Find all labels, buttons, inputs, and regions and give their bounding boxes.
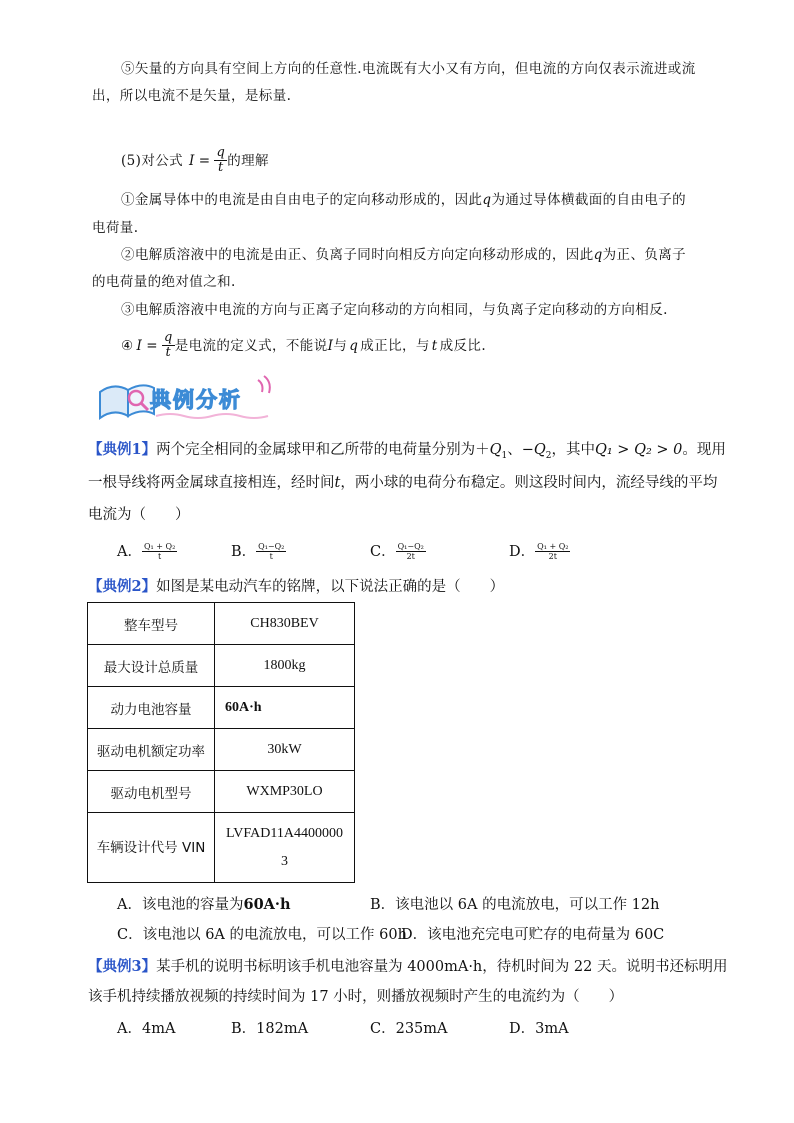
paragraph-2b: 的电荷量的绝对值之和. (92, 274, 236, 290)
vin-line-1: LVFAD11A4400000 (226, 825, 343, 841)
option-den: 2t (406, 552, 415, 561)
paragraph-1a (121, 193, 686, 207)
paragraph-2a (121, 248, 686, 262)
option-a-text: A．该电池的容量为 (117, 897, 244, 913)
formula-lhs-2: I (136, 337, 143, 354)
table-key: 车辆设计代号 VIN (88, 813, 215, 883)
formula-numerator: q (216, 145, 226, 160)
ex1-line2 (88, 475, 717, 491)
option-label: D． (509, 543, 536, 560)
paragraph-vector-2: 出，所以电流不是矢量，是标量. (92, 88, 292, 104)
ex1-line2-text: 一根导线将两金属球直接相连，经时间 (88, 475, 335, 491)
ex1-option-b[interactable] (231, 542, 286, 561)
formula-heading: (5)对公式 I = $\frac{q}{t}$ 的理解 (121, 145, 269, 175)
table-key: 驱动电机型号 (88, 771, 215, 813)
ex2-option-b[interactable]: B．该电池以 6A 的电流放电，可以工作 12h (370, 897, 660, 913)
paragraph-1a-text: ①金属导体中的电流是由自由电子的定向移动形成的，因此 (121, 192, 483, 208)
formula-denominator-2: t (165, 345, 172, 360)
paragraph-4-text-3: 成反比. (439, 337, 487, 354)
ex1-text-c: 。现用 (682, 442, 726, 458)
symbol-i: I (327, 337, 334, 354)
symbol-q: q (593, 247, 603, 263)
symbol-q: q (482, 192, 492, 208)
table-value: WXMP30LO (215, 771, 355, 813)
table-key: 整车型号 (88, 603, 215, 645)
table-value: 60A·h (215, 687, 355, 729)
table-key: 最大设计总质量 (88, 645, 215, 687)
ex2-tag: 【典例2】 (88, 578, 157, 595)
table-key: 驱动电机额定功率 (88, 729, 215, 771)
table-value: 1800kg (215, 645, 355, 687)
option-num: Q₁−Q₂ (258, 542, 285, 551)
table-row (88, 771, 355, 813)
ex3-option-d[interactable]: D．3mA (509, 1021, 569, 1037)
ex3-line2: 该手机持续播放视频的持续时间为 17 小时，则播放视频时产生的电流约为（ ） (88, 989, 624, 1005)
option-fraction (396, 542, 426, 561)
ex3-option-c[interactable]: C．235mA (370, 1021, 448, 1037)
paragraph-2a-tail: 为正、负离子 (602, 247, 687, 263)
paragraph-vector-1: ⑤矢量的方向具有空间上方向的任意性.电流既有大小又有方向，但电流的方向仅表示流进或流 (121, 61, 696, 77)
paragraph-1b: 电荷量. (92, 220, 139, 236)
table-row (88, 687, 355, 729)
option-label: C． (370, 543, 396, 560)
formula-numerator-2: q (163, 330, 173, 345)
ex1-tag: 【典例1】 (88, 441, 157, 458)
ex1-text-b: ，其中 (551, 442, 595, 458)
symbol-q: q (349, 337, 359, 354)
symbol-q2-sub: 2 (545, 450, 552, 461)
table-row (88, 645, 355, 687)
paragraph-4-prefix: ④ (121, 337, 134, 354)
ex1-option-c[interactable] (370, 542, 426, 561)
formula-heading-prefix: (5)对公式 (121, 152, 184, 169)
section-banner (92, 374, 282, 422)
option-num: Q₁ + Q₂ (537, 542, 569, 551)
ex1-line3: 电流为（ ） (88, 507, 190, 523)
table-row (88, 729, 355, 771)
option-den: t (158, 552, 162, 561)
symbol-q1: Q (489, 442, 502, 458)
option-label: A． (117, 543, 142, 560)
paragraph-4-and: 与 (333, 337, 348, 354)
table-row (88, 603, 355, 645)
paragraph-4-text-2: 成正比，与 (360, 337, 430, 354)
ex1-mid: 、− (507, 442, 534, 458)
paragraph-1a-tail: 为通过导体横截面的自由电子的 (491, 192, 687, 208)
ex1-line1 (88, 442, 726, 464)
vin-line-2: 3 (281, 853, 288, 869)
ex1-line2-tail: ，两小球的电荷分布稳定。则这段时间内，流经导线的平均 (340, 475, 718, 491)
table-value-vin (215, 813, 355, 883)
option-label: B． (231, 543, 257, 560)
formula-lhs: I (189, 152, 195, 169)
ex3-line1 (88, 959, 727, 975)
ex1-option-a[interactable] (117, 542, 177, 561)
ex1-comparison: Q₁ > Q₂ > 0 (595, 442, 683, 458)
ex1-option-d[interactable] (509, 542, 570, 561)
paragraph-3: ③电解质溶液中电流的方向与正离子定向移动的方向相同，与负离子定向移动的方向相反. (121, 302, 668, 318)
banner-title: 典例分析 (150, 388, 242, 412)
formula-heading-suffix: 的理解 (227, 152, 269, 169)
formula-fraction (214, 146, 227, 175)
symbol-q1-sub: 1 (501, 450, 508, 461)
symbol-t: t (431, 337, 438, 354)
ex2-question (88, 579, 504, 595)
ex2-option-a[interactable] (117, 897, 291, 913)
formula-denominator: t (218, 160, 224, 175)
option-num: Q₁−Q₂ (397, 542, 424, 551)
ex1-text-a: 两个完全相同的金属球甲和乙所带的电荷量分别为＋ (156, 442, 490, 458)
option-num: Q₁ + Q₂ (143, 542, 176, 551)
option-fraction (535, 542, 570, 561)
ex2-option-c[interactable]: C．该电池以 6A 的电流放电，可以工作 60h (117, 927, 407, 943)
spec-table (87, 602, 355, 883)
table-key: 动力电池容量 (88, 687, 215, 729)
ex3-tag: 【典例3】 (88, 958, 157, 975)
symbol-t: t (334, 475, 341, 491)
option-a-value: 60A·h (243, 896, 291, 913)
table-row (88, 813, 355, 883)
table-value: 30kW (215, 729, 355, 771)
paragraph-2a-text: ②电解质溶液中的电流是由正、负离子同时向相反方向定向移动形成的，因此 (121, 247, 594, 263)
table-value: CH830BEV (215, 603, 355, 645)
option-den: 2t (548, 552, 557, 561)
paragraph-4-text: 是电流的定义式，不能说 (174, 337, 328, 354)
ex2-option-d[interactable]: D．该电池充完电可贮存的电荷量为 60C (401, 927, 665, 943)
ex3-option-a[interactable]: A．4mA (117, 1021, 176, 1037)
option-fraction (256, 542, 286, 561)
symbol-q2: Q (533, 442, 546, 458)
ex2-text: 如图是某电动汽车的铭牌，以下说法正确的是（ ） (156, 579, 505, 595)
ex3-line1-text: 某手机的说明书标明该手机电池容量为 4000mA·h，待机时间为 22 天。说明书还标明用 (156, 959, 728, 975)
option-fraction (142, 542, 177, 561)
formula-fraction-2 (162, 331, 175, 360)
ex3-option-b[interactable]: B．182mA (231, 1021, 309, 1037)
paragraph-4: ④ I = $\frac{q}{t}$ 是电流的定义式，不能说 I 与 q 成正比，与 t 成反比. (121, 330, 487, 360)
option-den: t (269, 552, 273, 561)
